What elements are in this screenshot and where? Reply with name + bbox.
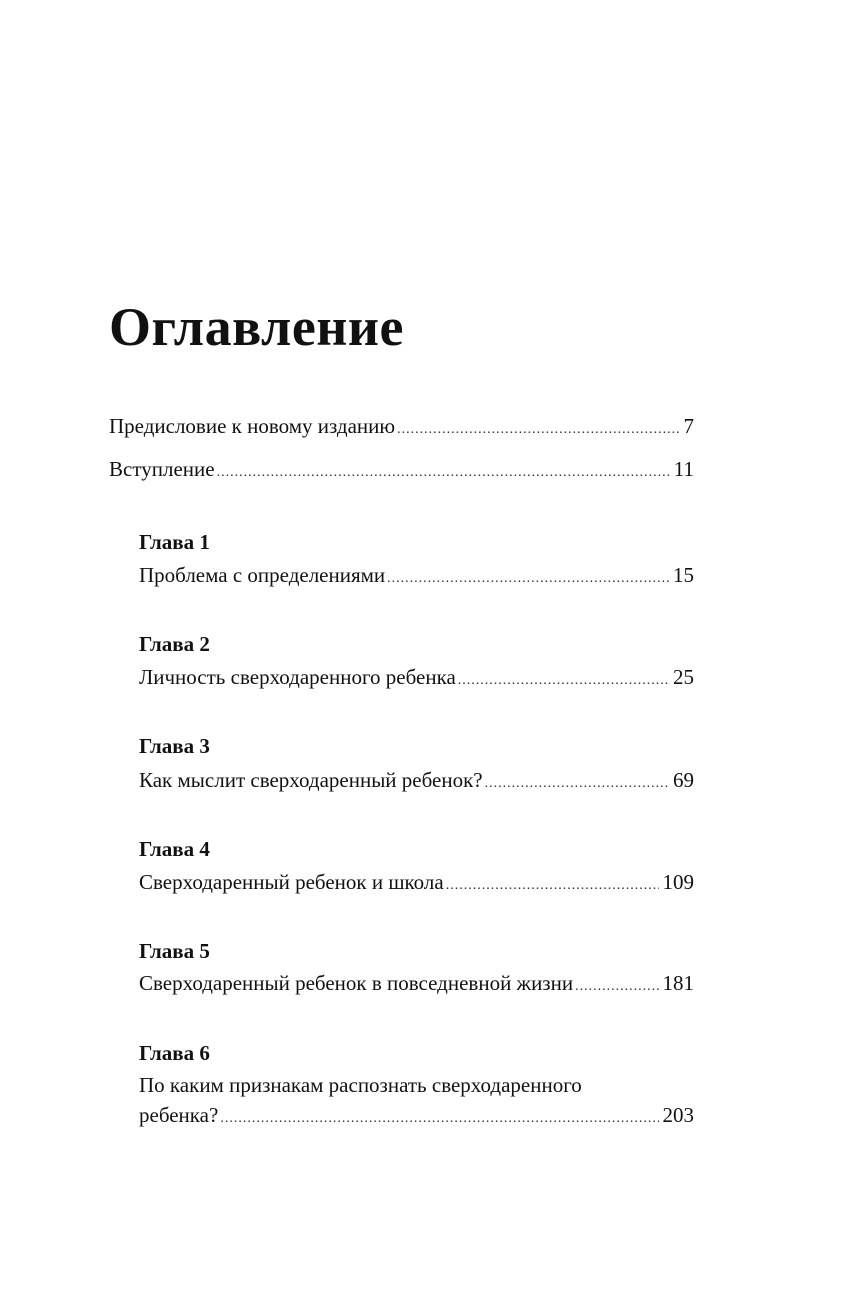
- toc-page-number: 69: [673, 768, 694, 792]
- chapter-label: Глава 6: [139, 1041, 210, 1065]
- dot-leader: [575, 972, 658, 1002]
- toc-entry-chapter-1[interactable]: [139, 560, 694, 594]
- toc-page-number: 7: [683, 414, 694, 438]
- toc-entry-chapter-3[interactable]: [139, 765, 694, 799]
- toc-entry-chapter-5[interactable]: [139, 968, 694, 1002]
- chapter-label: Глава 1: [139, 530, 210, 554]
- toc-page-number: 181: [662, 971, 694, 995]
- toc-entry-title: Личность сверходаренного ребенка: [139, 665, 456, 689]
- toc-page-number: 25: [673, 665, 694, 689]
- toc-entry-title-line1[interactable]: По каким признакам распознать сверходаренного: [139, 1073, 582, 1097]
- chapter-label: Глава 3: [139, 734, 210, 758]
- toc-entry-title: Сверходаренный ребенок и школа: [139, 870, 444, 894]
- toc-page-number: 109: [662, 870, 694, 894]
- toc-entry-title: Как мыслит сверходаренный ребенок?: [139, 768, 483, 792]
- page-title: Оглавление: [109, 297, 404, 357]
- dot-leader: [458, 666, 669, 696]
- toc-entry-chapter-6[interactable]: [139, 1100, 694, 1134]
- dot-leader: [220, 1104, 658, 1134]
- toc-entry-title: Предисловие к новому изданию: [109, 414, 396, 438]
- toc-entry-chapter-2[interactable]: [139, 662, 694, 696]
- toc-entry-title-line2: ребенка?: [139, 1103, 219, 1127]
- dot-leader: [446, 871, 659, 901]
- chapter-label: Глава 5: [139, 939, 210, 963]
- toc-entry-preface[interactable]: [109, 411, 694, 445]
- toc-page-number: 15: [673, 563, 694, 587]
- chapter-label: Глава 4: [139, 837, 210, 861]
- toc-entry-title: Проблема с определениями: [139, 563, 386, 587]
- dot-leader: [397, 415, 679, 445]
- chapter-label: Глава 2: [139, 632, 210, 656]
- dot-leader: [217, 458, 670, 488]
- dot-leader: [387, 564, 669, 594]
- toc-entry-title: Вступление: [109, 457, 215, 481]
- toc-entry-introduction[interactable]: [109, 454, 694, 488]
- toc-page-number: 203: [662, 1103, 694, 1127]
- toc-entry-chapter-4[interactable]: [139, 867, 694, 901]
- toc-entry-title: Сверходаренный ребенок в повседневной жизни: [139, 971, 574, 995]
- toc-page-number: 11: [673, 457, 694, 481]
- dot-leader: [485, 769, 669, 799]
